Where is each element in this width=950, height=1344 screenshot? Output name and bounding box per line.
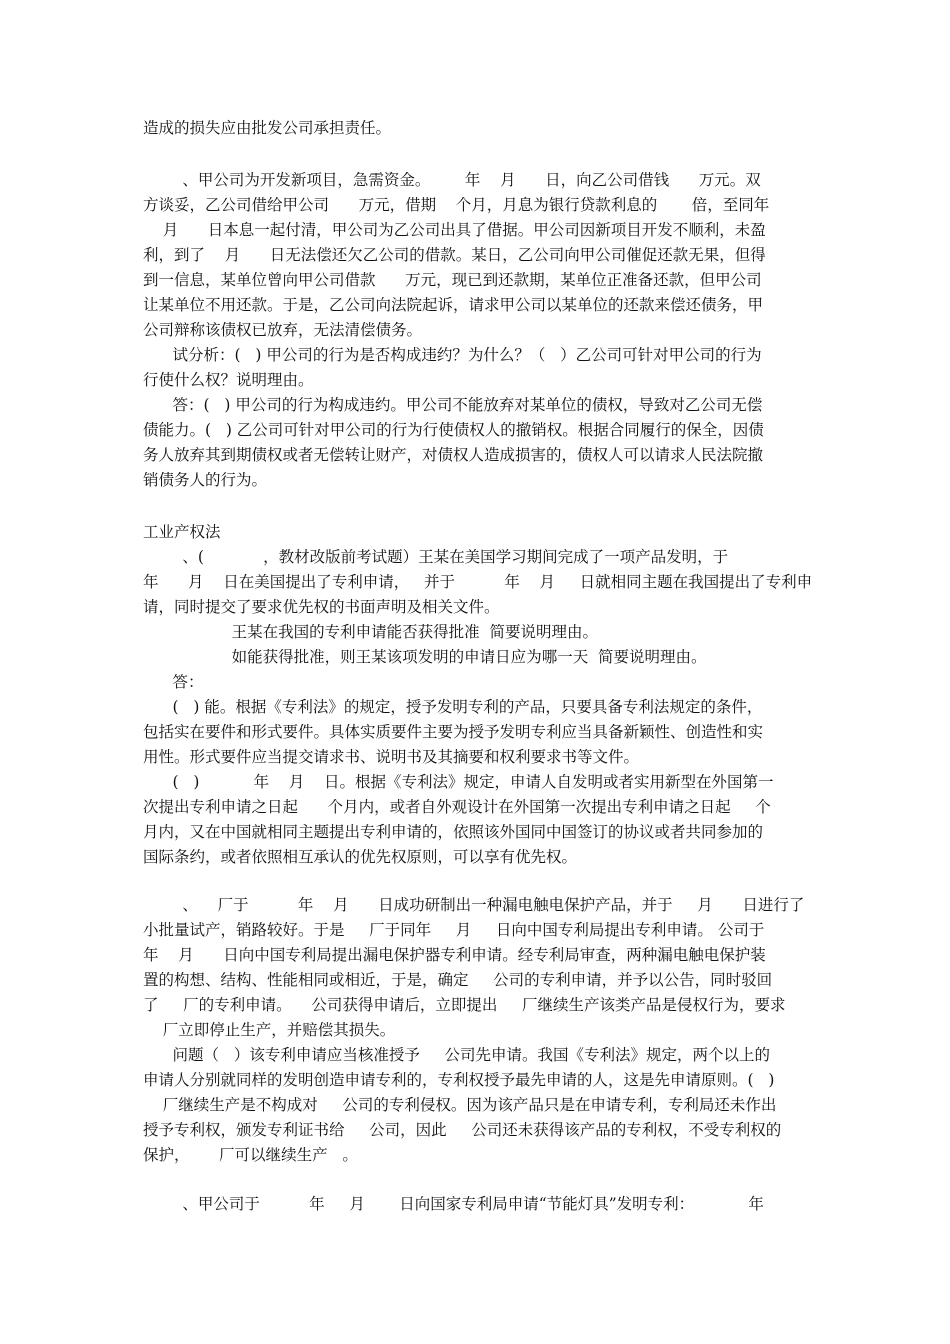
text-line: 保护， 厂可以继续生产 。 (143, 1146, 358, 1164)
text-line: 方谈妥，乙公司借给甲公司 万元，借期 个月，月息为银行贷款利息的 倍，至同年 (143, 196, 770, 214)
text-line: 、甲公司于 年 月 日向国家专利局申请“节能灯具”发明专利： 年 (143, 1195, 764, 1213)
text-line: 厂继续生产是不构成对 公司的专利侵权。因为该产品只是在申请专利，专利局还未作出 (143, 1096, 777, 1114)
text-line: 问题（ ）该专利申请应当核准授予 公司先申请。我国《专利法》规定，两个以上的 (143, 1046, 770, 1064)
text-line: ( ) 能。根据《专利法》的规定，授予发明专利的产品，只要具备专利法规定的条件， (143, 698, 763, 716)
text-line: 月内，又在中国就相同主题提出专利申请的，依照该外国同中国签订的协议或者共同参加的 (143, 823, 764, 841)
text-line: 如能获得批准，则王某该项发明的申请日应为哪一天 简要说明理由。 (143, 648, 707, 666)
text-line: 、 厂于 年 月 日成功研制出一种漏电触电保护产品，并于 月 日进行了 (143, 896, 805, 914)
text-line: ( ) 年 月 日。根据《专利法》规定，申请人自发明或者实用新型在外国第一 (143, 773, 774, 791)
text-line: 申请人分别就同样的发明创造申请专利的，专利权授予最先申请的人，这是先申请原则。( ) (143, 1071, 775, 1089)
text-line: 授予专利权，颁发专利证书给 公司，因此 公司还未获得该产品的专利权，不受专利权的 (143, 1121, 782, 1139)
text-line: 利，到了 月 日无法偿还欠乙公司的借款。某日，乙公司向甲公司催促还款无果，但得 (143, 246, 766, 264)
text-line: 答：( ) 甲公司的行为构成违约。甲公司不能放弃对某单位的债权，导致对乙公司无偿 (143, 396, 763, 414)
text-line: 月 日本息一起付清，甲公司为乙公司出具了借据。甲公司因新项目开发不顺利，未盈 (143, 221, 766, 239)
text-line: 试分析：( ) 甲公司的行为是否构成违约？为什么？（ ）乙公司可针对甲公司的行为 (143, 346, 762, 364)
text-line: 到一信息，某单位曾向甲公司借款 万元，现已到还款期，某单位正准备还款，但甲公司 (143, 271, 762, 289)
text-line: 厂立即停止生产，并赔偿其损失。 (143, 1021, 396, 1039)
text-line: 公司辩称该债权已放弃，无法清偿债务。 (143, 321, 423, 339)
text-line: 、( ，教材改版前考试题）王某在美国学习期间完成了一项产品发明，于 (143, 548, 729, 566)
text-line: 债能力。( ) 乙公司可针对甲公司的行为行使债权人的撤销权。根据合同履行的保全，因债 (143, 421, 764, 439)
text-line: 行使什么权？说明理由。 (143, 371, 314, 389)
text-line: 年 月 日在美国提出了专利申请， 并于 年 月 日就相同主题在我国提出了专利申 (143, 573, 813, 591)
text-line: 年 月 日向中国专利局提出漏电保护器专利申请。经专利局审查，两种漏电触电保护装 (143, 946, 766, 964)
text-line: 造成的损失应由批发公司承担责任。 (143, 119, 392, 137)
text-line: 置的构想、结构、性能相同或相近，于是，确定 公司的专利申请，并予以公告，同时驳回 (143, 971, 773, 989)
text-line: 答： (143, 673, 204, 691)
text-line: 国际条约，或者依照相互承认的优先权原则，可以享有优先权。 (143, 848, 578, 866)
text-line: 请，同时提交了要求优先权的书面声明及相关文件。 (143, 598, 500, 616)
text-line: 用性。形式要件应当提交请求书、说明书及其摘要和权利要求书等文件。 (143, 748, 640, 766)
text-line: 王某在我国的专利申请能否获得批准 简要说明理由。 (143, 623, 599, 641)
text-line: 小批量试产，销路较好。于是 厂于同年 月 日向中国专利局提出专利申请。 公司于 (143, 921, 765, 939)
text-line: 销债务人的行为。 (143, 471, 268, 489)
text-line: 了 厂的专利申请。 公司获得申请后，立即提出 厂继续生产该类产品是侵权行为，要求 (143, 996, 786, 1014)
text-line: 包括实在要件和形式要件。具体实质要件主要为授予发明专利应当具备新颖性、创造性和实 (143, 723, 764, 741)
text-line: 、甲公司为开发新项目，急需资金。 年 月 日，向乙公司借钱 万元。双 (143, 171, 761, 189)
section-heading: 工业产权法 (143, 523, 221, 541)
text-line: 务人放弃其到期债权或者无偿转让财产，对债权人造成损害的，债权人可以请求人民法院撤 (143, 446, 764, 464)
text-line: 次提出专利申请之日起 个月内，或者自外观设计在外国第一次提出专利申请之日起 个 (143, 798, 771, 816)
text-line: 让某单位不用还款。于是，乙公司向法院起诉，请求甲公司以某单位的还款来偿还债务，甲 (143, 296, 764, 314)
